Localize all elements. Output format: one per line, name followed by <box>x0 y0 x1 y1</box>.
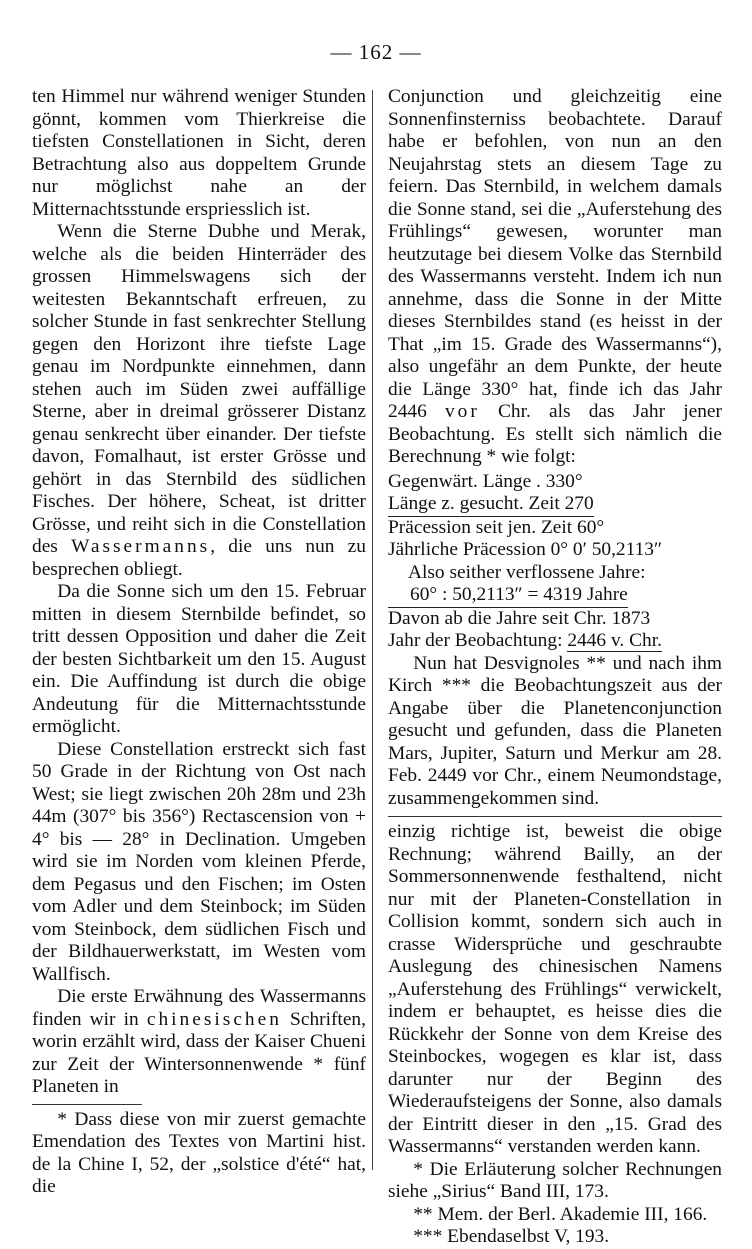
paragraph-text: Conjunction und gleichzeitig eine Sonnenfinsterniss beobachtete. Darauf habe er befohlen, von nun an den Neujahrstag stets an diesem Tage zu feiern. Das Sternbild, in welchem damals die Sonne stand, sei die „Auferstehung des Frühlings“ gewesen, worunter man heutzutage bei diesem Volke das Sternbild des Wassermanns versteht. Indem ich nun annehme, dass die Sonne in der Mitte dieses Sternbildes stand (es heisst in der That „im 15. Grade des Wassermanns“), also ungefähr an dem Punkte, der heute die Länge 330° hat, finde ich das Jahr 2446 <box>388 86 722 422</box>
calc-result-row <box>388 630 722 653</box>
calculation-block <box>388 471 722 653</box>
footnote: ** Mem. der Berl. Akademie III, 166. <box>413 1203 708 1225</box>
paragraph-text: Wenn die Sterne Dubhe und Merak, welche als die beiden Hinterräder des grossen Himmelswagens sich der weitesten Bekanntschaft erfreuen, zu solcher Stunde in fast senkrechter Stellung gegen den Horizont ihre tiefste Lage genau im Nordpunkte einnehmen, dann stehen auch im Süden zwei auffällige Sterne, aber in dreimal grösserer Distanz genau senkrecht über einander. Der tiefste davon, Fomalhaut, ist erster Grösse und gehört in das Sternbild des südlichen Fisches. Der höhere, Scheat, ist dritter Grösse, und reiht sich in die Constellation des <box>32 221 366 557</box>
calc-row: Gegenwärt. Länge . 330° <box>388 470 583 492</box>
calc-row: Präcession seit jen. Zeit 60° <box>388 516 605 538</box>
footnote: *** Ebendaselbst V, 193. <box>413 1226 610 1247</box>
paragraph: ten Himmel nur während weniger Stunden gönnt, kommen vom Thierkreise die tiefsten Constellationen in Sicht, deren Betrachtung also aus doppeltem Grunde nur möglichst nahe an der Mitternachtsstunde erspriesslich ist. <box>32 86 366 220</box>
footnote-rule <box>388 816 722 817</box>
spaced-term: vor <box>444 401 480 422</box>
calc-row: Also seither verflossene Jahre: <box>408 561 646 583</box>
calc-result-value: 2446 v. Chr. <box>567 630 662 651</box>
calc-result-label: Jahr der Beobachtung: <box>388 630 563 651</box>
paragraph: Nun hat Desvignoles ** und nach ihm Kirch *** die Beobachtungszeit aus der Angabe über die Planetenconjunction gesucht und gefunden, dass die Planeten Mars, Jupiter, Saturn und Merkur am 28. Feb. 2449 vor Chr., einem Neumondstage, zusammengekommen sind. <box>388 652 722 809</box>
calc-row: Davon ab die Jahre seit Chr. 1873 <box>388 607 651 629</box>
calc-row: Länge z. gesucht. Zeit 270 <box>388 493 594 517</box>
paragraph-text: Schriften, worin erzählt wird, dass der Kaiser Chueni zur Zeit der Wintersonnenwende * fünf Planeten in <box>32 1008 366 1097</box>
page-number: — 162 — <box>330 40 422 64</box>
footnote-continuation: einzig richtige ist, beweist die obige Rechnung; während Bailly, an der Sommersonnenwende festhaltend, nicht nur mit der Planeten-Constellation in Collision kommt, sondern sich auch in crasse Widersprüche und geschraubte Auslegung des chinesischen Namens „Auferstehung des Frühlings“ verwickelt, indem er behauptet, es heisse dies die Rückkehr der Sonne von dem Kreise des Steinbockes, wogegen es klar ist, dass darunter nur der Beginn des Wiederaufsteigens der Sonne, also damals der Eintritt dieser in den „15. Grad des Wassermanns“ verstanden werden kann. <box>388 821 722 1157</box>
column-divider <box>372 90 373 1170</box>
paragraph-text: Die erste Erwähnung des Wassermanns finden wir in <box>32 986 366 1030</box>
paragraph: Da die Sonne sich um den 15. Februar mitten in diesem Sternbilde befindet, so tritt dessen Opposition und daher die Zeit der besten Sichtbarkeit um den 15. August ein. Die Auffindung ist durch die obige Andeutung für die Mitternachtsstunde ermöglicht. <box>32 581 366 737</box>
calc-row: Jährliche Präcession 0° 0′ 50,2113″ <box>388 539 663 560</box>
right-column <box>388 86 722 1249</box>
spaced-term: Wassermanns <box>71 536 211 557</box>
spaced-term: chinesischen <box>146 1008 282 1030</box>
paragraph <box>388 86 722 469</box>
footnote: * Dass diese von mir zuerst gemachte Emendation des Textes von Martini hist. de la Chine I, 52, der „solstice d'été“ hat, die <box>32 1108 366 1197</box>
footnote: * Die Erläuterung solcher Rechnungen siehe „Sirius“ Band III, 173. <box>388 1158 722 1202</box>
left-column <box>32 86 366 1199</box>
paragraph-text: Chr. als das Jahr jener Beobachtung. Es stellt sich nämlich die Berechnung * wie folgt: <box>388 401 722 467</box>
paragraph <box>32 221 366 581</box>
paragraph-text: , die uns nun zu besprechen obliegt. <box>32 536 366 580</box>
paragraph: Diese Constellation erstreckt sich fast 50 Grade in der Richtung von Ost nach West; sie liegt zwischen 20h 28m und 23h 44m (307° bis 356°) Rectascension von + 4° bis — 28° in Declination. Umgeben wird sie im Norden vom kleinen Pferde, dem Pegasus und den Fischen; im Osten vom Adler und dem Steinbock; im Süden vom Steinbock, dem südlichen Fisch und der Bildhauerwerkstatt, im Westen vom Wallfisch. <box>32 738 366 985</box>
footnote-rule <box>32 1104 142 1105</box>
calc-row: 60° : 50,2113″ = 4319 Jahre <box>388 584 628 608</box>
paragraph <box>32 986 366 1099</box>
